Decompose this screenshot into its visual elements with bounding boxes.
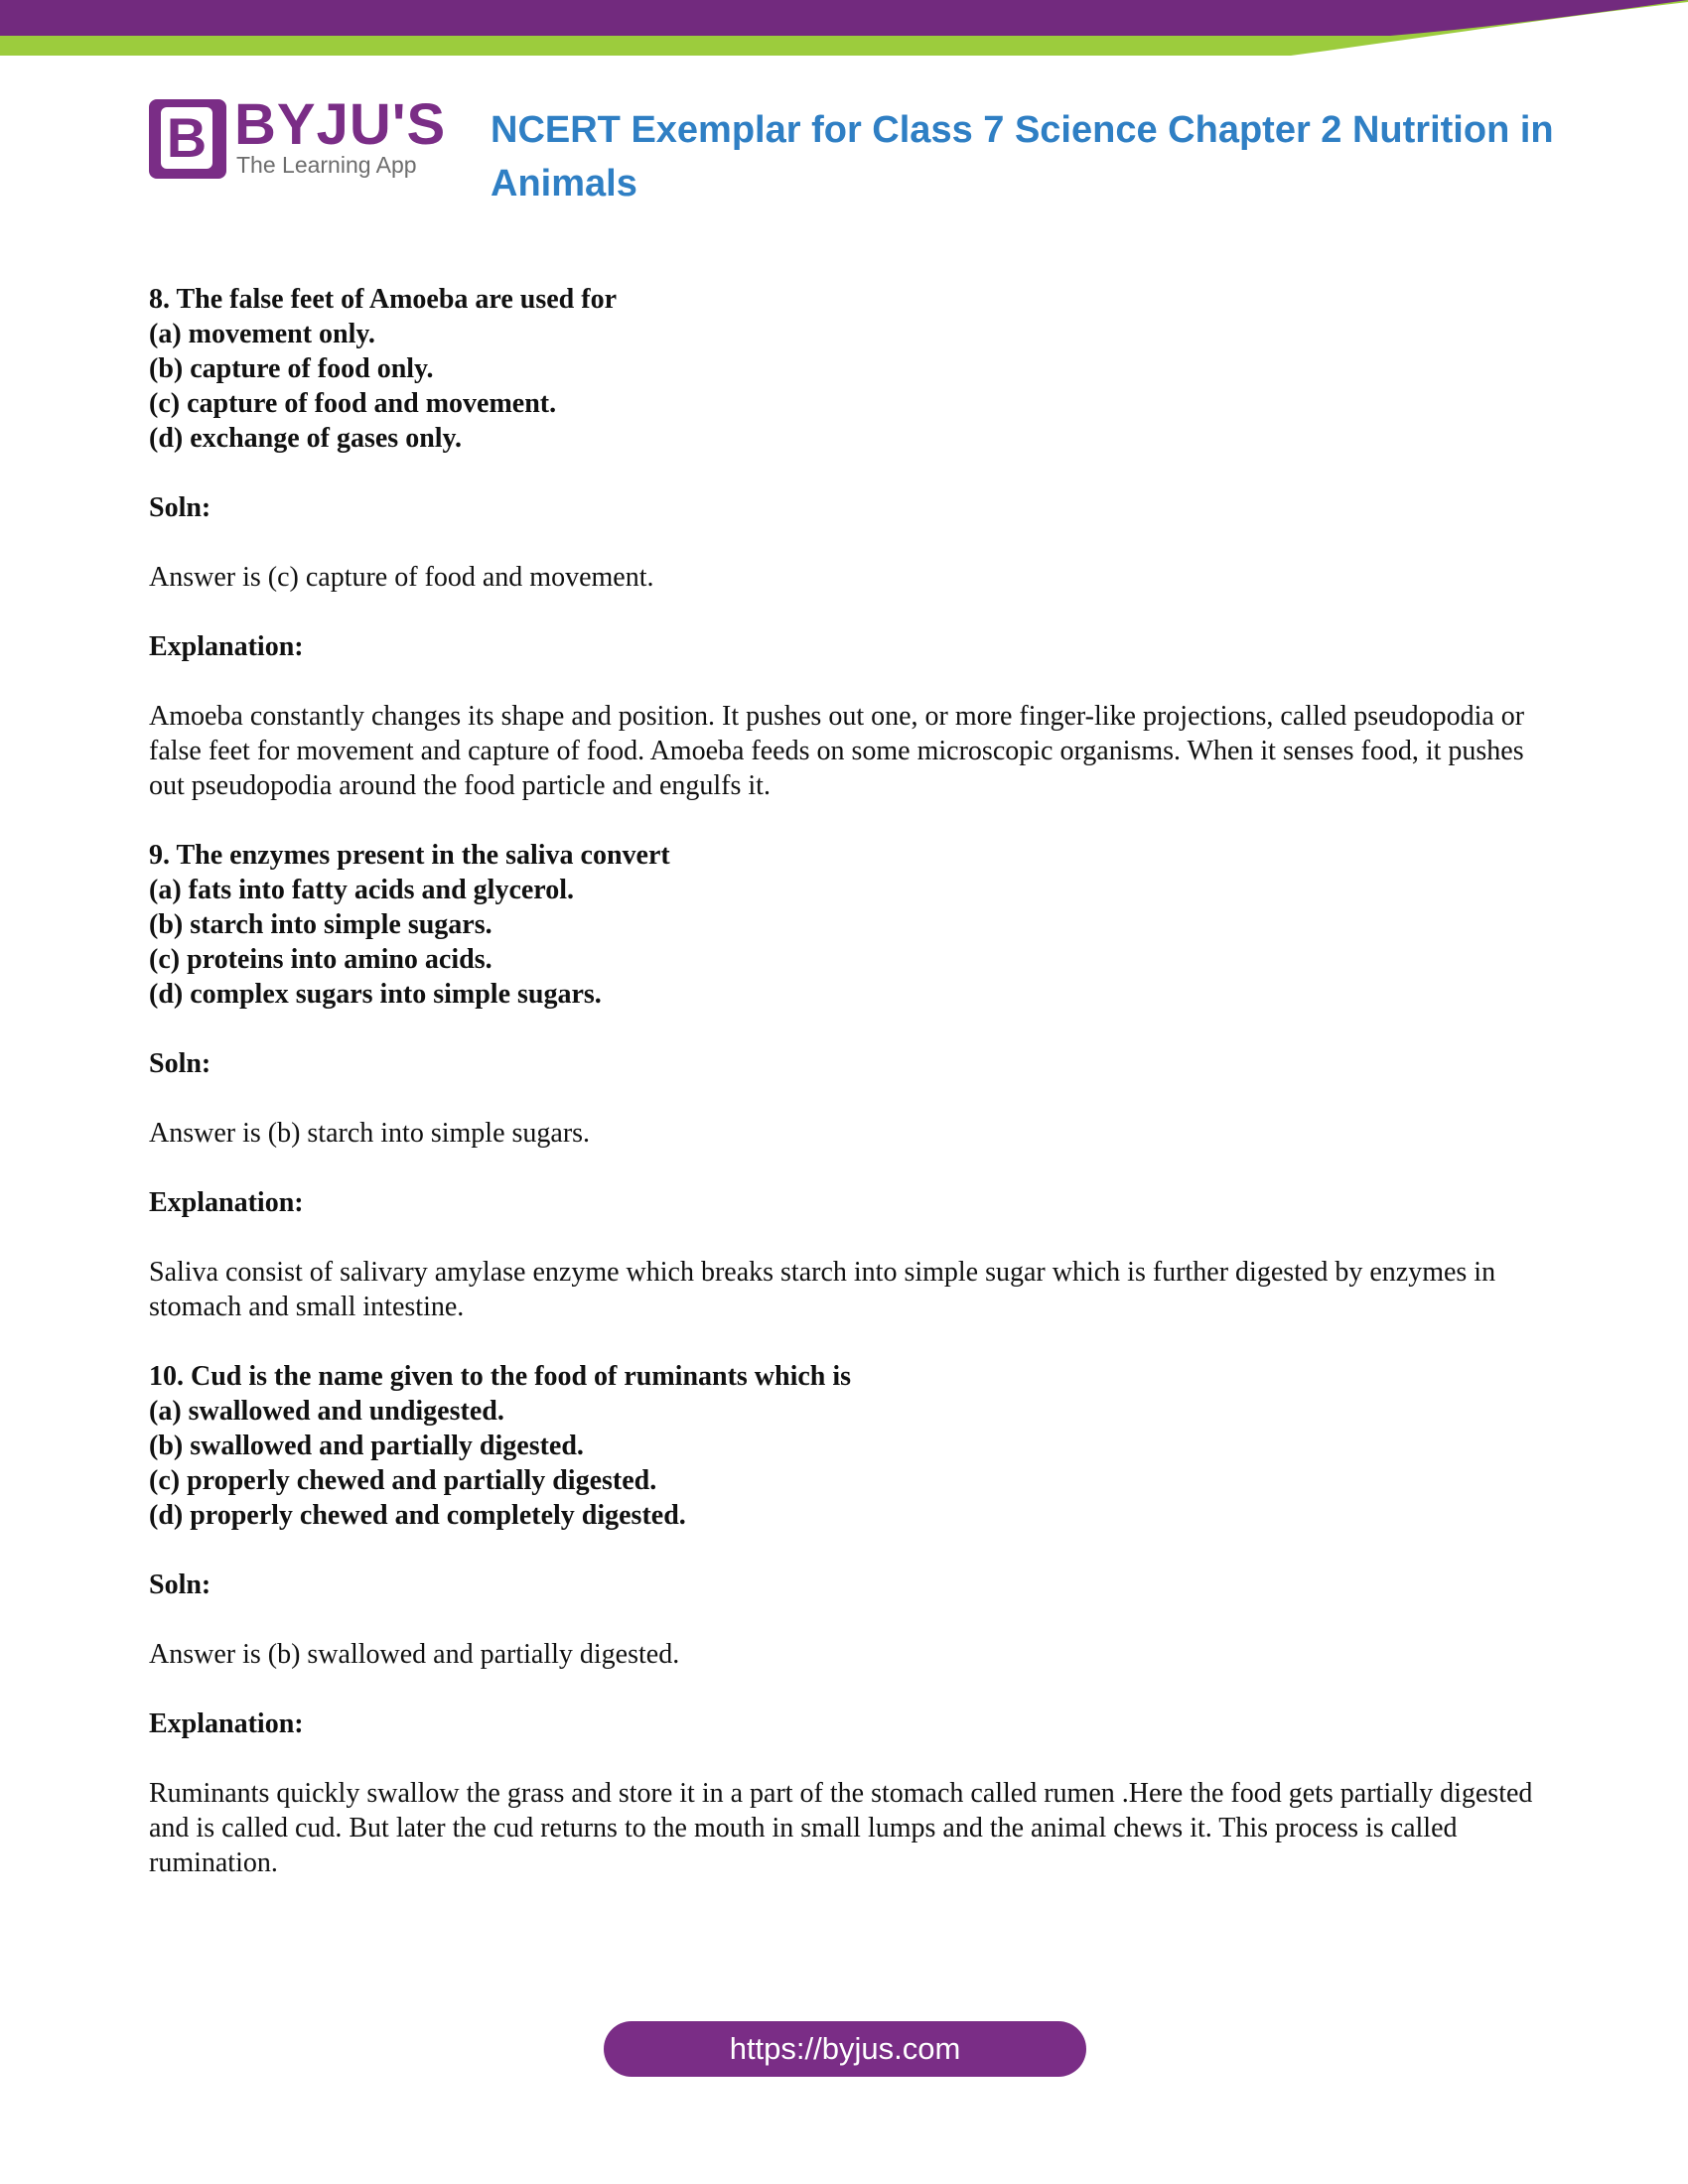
logo-b-icon [149, 99, 226, 179]
top-decorative-banner [0, 0, 1688, 60]
question-stem: 9. The enzymes present in the saliva convert [149, 840, 670, 871]
explanation-label: Explanation: [149, 1708, 304, 1739]
explanation-text: Ruminants quickly swallow the grass and store it in a part of the stomach called rumen .Here the food gets partially digested and is called cud. But later the cud returns to the mouth in small lumps and the animal chews it. This process is called rumination. [149, 1778, 1533, 1878]
answer-text: Answer is (b) swallowed and partially digested. [149, 1639, 680, 1670]
option-b: (b) capture of food only. [149, 353, 434, 384]
explanation-text: Saliva consist of salivary amylase enzyme which breaks starch into simple sugar which is further digested by enzymes in stomach and small intestine. [149, 1257, 1496, 1322]
brand-tagline: The Learning App [236, 152, 417, 178]
option-c: (c) properly chewed and partially digested. [149, 1465, 657, 1496]
question-block [149, 282, 1549, 803]
question-text [149, 282, 1549, 456]
page-header [149, 92, 1579, 216]
option-d: (d) exchange of gases only. [149, 423, 462, 454]
question-stem: 10. Cud is the name given to the food of ruminants which is [149, 1361, 852, 1392]
explanation-label: Explanation: [149, 1187, 304, 1218]
question-text [149, 838, 1549, 1012]
logo-letter: B [161, 107, 212, 169]
question-block [149, 838, 1549, 1324]
question-block [149, 1359, 1549, 1880]
question-stem: 8. The false feet of Amoeba are used for [149, 284, 617, 315]
footer-url[interactable]: https://byjus.com [729, 2031, 961, 2066]
option-a: (a) swallowed and undigested. [149, 1396, 504, 1427]
option-c: (c) capture of food and movement. [149, 388, 557, 419]
brand-name: BYJU'S [234, 92, 447, 157]
explanation-label: Explanation: [149, 631, 304, 662]
option-a: (a) movement only. [149, 319, 375, 349]
soln-label: Soln: [149, 1570, 211, 1600]
page-title: NCERT Exemplar for Class 7 Science Chapter 2 Nutrition in Animals [491, 109, 1554, 205]
question-text [149, 1359, 1549, 1533]
soln-label: Soln: [149, 492, 211, 523]
option-d: (d) complex sugars into simple sugars. [149, 979, 602, 1010]
option-b: (b) swallowed and partially digested. [149, 1431, 584, 1461]
answer-text: Answer is (c) capture of food and movement. [149, 562, 654, 593]
option-c: (c) proteins into amino acids. [149, 944, 492, 975]
option-b: (b) starch into simple sugars. [149, 909, 492, 940]
option-a: (a) fats into fatty acids and glycerol. [149, 875, 574, 905]
soln-label: Soln: [149, 1048, 211, 1079]
footer-url-badge[interactable] [604, 2021, 1086, 2077]
answer-text: Answer is (b) starch into simple sugars. [149, 1118, 591, 1149]
option-d: (d) properly chewed and completely digested. [149, 1500, 686, 1531]
document-body [149, 282, 1549, 1880]
byjus-logo [149, 92, 447, 181]
explanation-text: Amoeba constantly changes its shape and position. It pushes out one, or more finger-like projections, called pseudopodia or false feet for movement and capture of food. Amoeba feeds on some microscopic organisms. When it senses food, it pushes out pseudopodia around the food particle and engulfs it. [149, 701, 1525, 801]
